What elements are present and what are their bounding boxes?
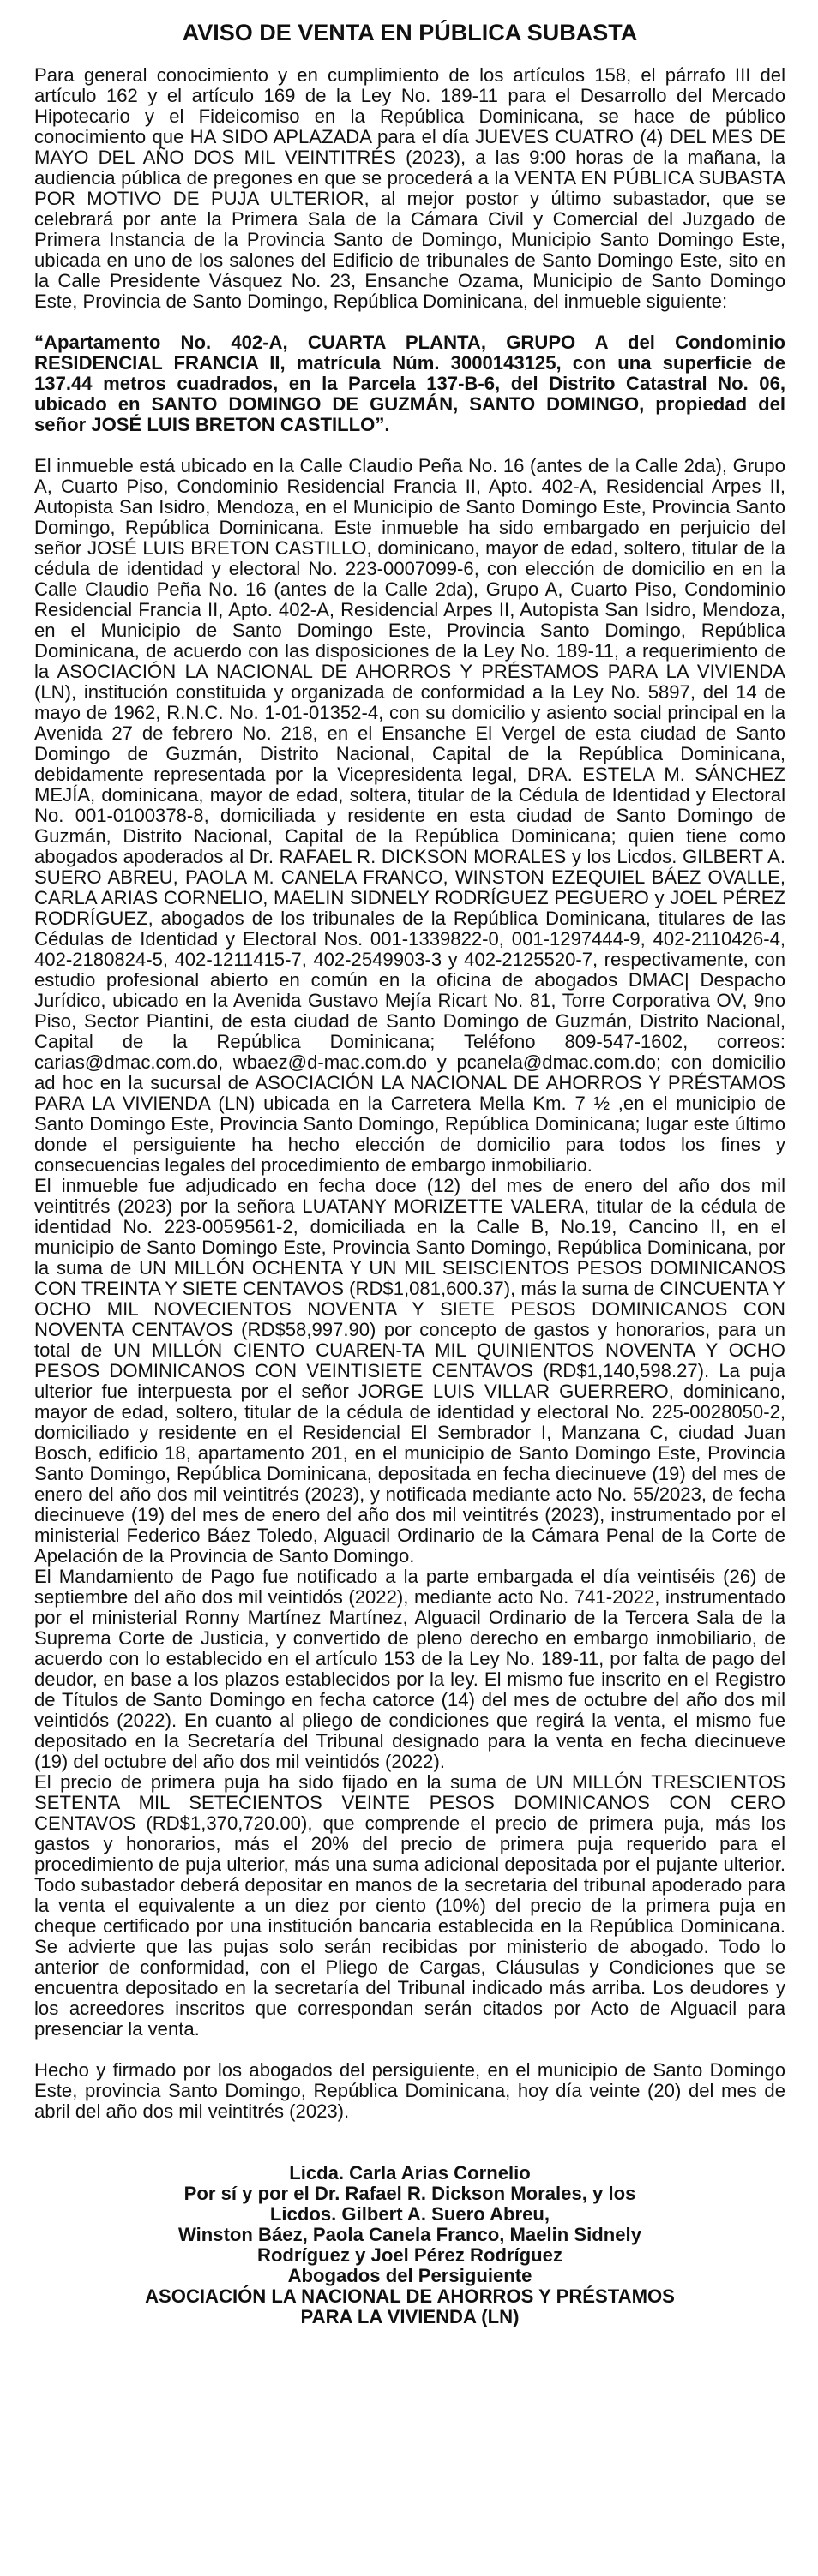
intro-paragraph: Para general conocimiento y en cumplimiento de los artículos 158, el párrafo III del artículo 162 y el artículo 169 de la Ley No. 189-11 para el Desarrollo del Mercado Hipotecario y el Fideicomiso en la República Dominicana, se hace de público conocimiento que HA SIDO APLAZADA para el día JUEVES CUATRO (4) DEL MES DE MAYO DEL AÑO DOS MIL VEINTITRÉS (2023), a las 9:00 horas de la mañana, la audiencia pública de pregones en que se procederá a la VENTA EN PÚBLICA SUBASTA POR MOTIVO DE PUJA ULTERIOR, al mejor postor y último subastador, que se celebrará por ante la Primera Sala de la Cámara Civil y Comercial del Juzgado de Primera Instancia de la Provincia Santo de Domingo, Municipio Santo Domingo Este, ubicada en uno de los salones del Edificio de tribunales de Santo Domingo Este, sito en la Calle Presidente Vásquez No. 23, Ensanche Ozama, Municipio de Santo Domingo Este, Provincia de Santo Domingo, República Dominicana, del inmueble siguiente: — [34, 64, 785, 312]
body-paragraph-price: El precio de primera puja ha sido fijado en la suma de UN MILLÓN TRESCIENTOS SETENTA MIL SETECIENTOS VEINTE PESOS DOMINICANOS CON CERO CENTAVOS (RD$1,370,720.00), que comprende el precio de primera puja, más los gastos y honorarios, más el 20% del precio de primera puja requerido para el procedimiento de puja ulterior, más una suma adicional depositada por el pujante ulterior. Todo subastador deberá depositar en manos de la secretaria del tribunal apoderado para la venta el equivalente a un diez por ciento (10%) del precio de la primera puja en cheque certificado por una institución bancaria establecida en la República Dominicana. Se advierte que las pujas solo serán recibidas por ministerio de abogado. Todo lo anterior de conformidad, con el Pliego de Cargas, Cláusulas y Condiciones que se encuentra depositado en la secretaría del Tribunal indicado más arriba. Los deudores y los acreedores inscritos que correspondan serán citados por Acto de Alguacil para presenciar la venta. — [34, 1771, 785, 2040]
signature-line: Rodríguez y Joel Pérez Rodríguez — [256, 2244, 563, 2266]
property-description: “Apartamento No. 402-A, CUARTA PLANTA, GRUPO A del Condominio RESIDENCIAL FRANCIA II, matrícula Núm. 3000143125, con una superficie de 137.44 metros cuadrados, en la Parcela 137-B-6, del Distrito Catastral No. 06, ubicado en SANTO DOMINGO DE GUZMÁN, SANTO DOMINGO, propiedad del señor JOSÉ LUIS BRETON CASTILLO”. — [34, 332, 785, 435]
body-paragraph-payment-order: El Mandamiento de Pago fue notificado a la parte embargada el día veintiséis (26) de septiembre del año dos mil veintidós (2022), mediante acto No. 741-2022, instrumentado por el ministerial Ronny Martínez Martínez, Alguacil Ordinario de la Tercera Sala de la Suprema Corte de Justicia, y convertido de pleno derecho en embargo inmobiliario, de acuerdo con lo establecido en el artículo 153 de la Ley No. 189-11, por falta de pago del deudor, en base a los plazos establecidos por la ley. El mismo fue inscrito en el Registro de Títulos de Santo Domingo en fecha catorce (14) del mes de octubre del año dos mil veintidós (2022). En cuanto al pliego de condiciones que regirá la venta, el mismo fue depositado en la Secretaría del Tribunal designado para la venta en fecha diecinueve (19) del octubre del año dos mil veintidós (2022). — [34, 1566, 785, 1772]
signature-line: Licdos. Gilbert A. Suero Abreu, — [269, 2203, 550, 2225]
spacer — [34, 435, 785, 456]
signature-line: Por sí y por el Dr. Rafael R. Dickson Morales, y los — [183, 2183, 636, 2204]
signature-line: Licda. Carla Arias Cornelio — [289, 2162, 531, 2184]
signature-line: Winston Báez, Paola Canela Franco, Maelin Sidnely — [177, 2224, 641, 2245]
signature-line: PARA LA VIVIENDA (LN) — [300, 2306, 520, 2327]
body-paragraph-adjudication: El inmueble fue adjudicado en fecha doce (12) del mes de enero del año dos mil veintitrés (2023) por la señora LUATANY MORIZETTE VALERA, titular de la cédula de identidad No. 223-0059561-2, domiciliada en la Calle B, No.19, Cancino II, en el municipio de Santo Domingo Este, Provincia Santo Domingo, República Dominicana, por la suma de UN MILLÓN OCHENTA Y UN MIL SEISCIENTOS PESOS DOMINICANOS CON TREINTA Y SIETE CENTAVOS (RD$1,081,600.37), más la suma de CINCUENTA Y OCHO MIL NOVECIENTOS NOVENTA Y SIETE PESOS DOMINICANOS CON NOVENTA CENTAVOS (RD$58,997.90) por concepto de gastos y honorarios, para un total de UN MILLÓN CIENTO CUAREN-TA MIL QUINIENTOS NOVENTA Y OCHO PESOS DOMINICANOS CON VEINTISIETE CENTAVOS (RD$1,140,598.27). La puja ulterior fue interpuesta por el señor JORGE LUIS VILLAR GUERRERO, dominicano, mayor de edad, soltero, titular de la cédula de identidad y electoral No. 225-0028050-2, domiciliado y residente en el Residencial El Sembrador I, Manzana C, ciudad Juan Bosch, edificio 18, apartamento 201, en el municipio de Santo Domingo Este, Provincia Santo Domingo, República Dominicana, depositada en fecha diecinueve (19) del mes de enero del año dos mil veintitrés (2023), y notificada mediante acto No. 55/2023, de fecha diecinueve (19) del mes de enero del año dos mil veintitrés (2023), instrumentado por el ministerial Federico Báez Toledo, Alguacil Ordinario de la Cámara Penal de la Corte de Apelación de la Provincia de Santo Domingo. — [34, 1175, 785, 1567]
spacer — [34, 312, 785, 332]
signature-line: Abogados del Persiguiente — [287, 2265, 532, 2286]
closing-paragraph: Hecho y firmado por los abogados del persiguiente, en el municipio de Santo Domingo Este, provincia Santo Domingo, República Dominicana, hoy día veinte (20) del mes de abril del año dos mil veintitrés (2023). — [34, 2059, 785, 2122]
signature-block — [34, 2163, 785, 2327]
spacer — [34, 2040, 785, 2060]
notice-title: AVISO DE VENTA EN PÚBLICA SUBASTA — [182, 20, 638, 45]
signature-line: ASOCIACIÓN LA NACIONAL DE AHORROS Y PRÉSTAMOS — [145, 2285, 675, 2307]
body-paragraph-location: El inmueble está ubicado en la Calle Claudio Peña No. 16 (antes de la Calle 2da), Grupo A, Cuarto Piso, Condominio Residencial Francia II, Apto. 402-A, Residencial Arpes II, Autopista San Isidro, Mendoza, en el Municipio de Santo Domingo Este, Provincia Santo Domingo, República Dominicana. Este inmueble ha sido embargado en perjuicio del señor JOSÉ LUIS BRETON CASTILLO, dominicano, mayor de edad, soltero, titular de la cédula de identidad y electoral No. 223-0007099-6, con elección de domicilio en en la Calle Claudio Peña No. 16 (antes de la Calle 2da), Grupo A, Cuarto Piso, Condominio Residencial Francia II, Apto. 402-A, Residencial Arpes II, Autopista San Isidro, Mendoza, en el Municipio de Santo Domingo Este, Provincia Santo Domingo, República Dominicana, de acuerdo con las disposiciones de la Ley No. 189-11, a requerimiento de la ASOCIACIÓN LA NACIONAL DE AHORROS Y PRÉSTAMOS PARA LA VIVIENDA (LN), institución constituida y organizada de conformidad a la Ley No. 5897, del 14 de mayo de 1962, R.N.C. No. 1-01-01352-4, con su domicilio y asiento social principal en la Avenida 27 de febrero No. 218, en el Ensanche El Vergel de esta ciudad de Santo Domingo de Guzmán, Distrito Nacional, Capital de la República Dominicana, debidamente representada por la Vicepresidenta legal, DRA. ESTELA M. SÁNCHEZ MEJÍA, dominicana, mayor de edad, soltera, titular de la Cédula de Identidad y Electoral No. 001-0100378-8, domiciliada y residente en esta ciudad de Santo Domingo de Guzmán, Distrito Nacional, Capital de la República Dominicana; quien tiene como abogados apoderados al Dr. RAFAEL R. DICKSON MORALES y los Licdos. GILBERT A. SUERO ABREU, PAOLA M. CANELA FRANCO, WINSTON EZEQUIEL BÁEZ OVALLE, CARLA ARIAS CORNELIO, MAELIN SIDNELY RODRÍGUEZ PEGUERO y JOEL PÉREZ RODRÍGUEZ, abogados de los tribunales de la República Dominicana, titulares de las Cédulas de Identidad y Electoral Nos. 001-1339822-0, 001-1297444-9, 402-2110426-4, 402-2180824-5, 402-1211415-7, 402-2549903-3 y 402-2125520-7, respectivamente, con estudio profesional abierto en común en la oficina de abogados DMAC| Despacho Jurídico, ubicado en la Avenida Gustavo Mejía Ricart No. 81, Torre Corporativa OV, 9no Piso, Sector Piantini, de esta ciudad de Santo Domingo de Guzmán, Distrito Nacional, Capital de la República Dominicana; Teléfono 809-547-1602, correos: carias@dmac.com.do, wbaez@d-mac.com.do y pcanela@dmac.com.do; con domicilio ad hoc en la sucursal de ASOCIACIÓN LA NACIONAL DE AHORROS Y PRÉSTAMOS PARA LA VIVIENDA (LN) ubicada en la Carretera Mella Km. 7 ½ ,en el municipio de Santo Domingo Este, Provincia Santo Domingo, República Dominicana; lugar este último donde el persiguiente ha hecho elección de domicilio para todos los fines y consecuencias legales del procedimiento de embargo inmobiliario. — [34, 455, 785, 1176]
